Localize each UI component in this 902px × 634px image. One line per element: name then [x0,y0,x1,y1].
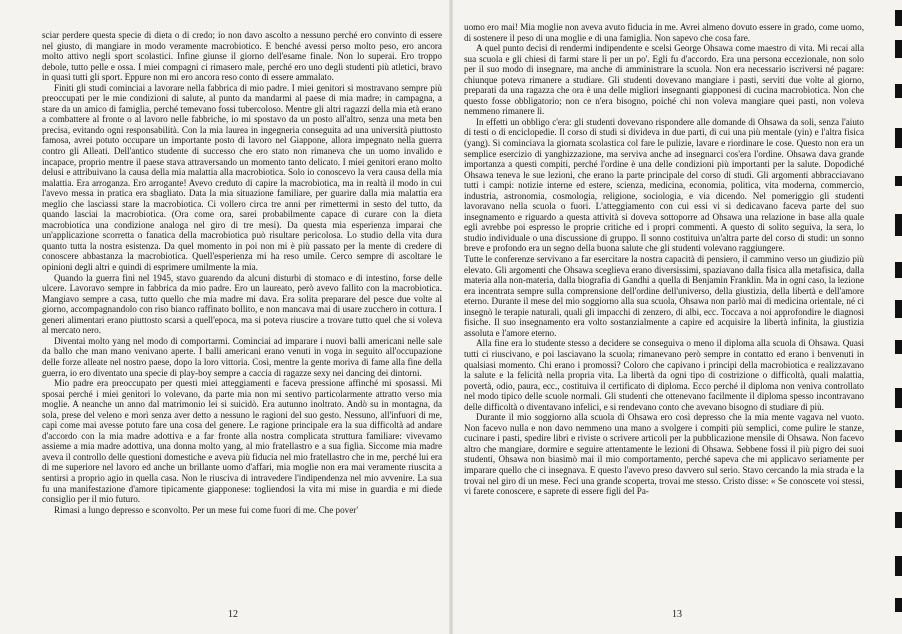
left-page [0,0,450,634]
left-page-text [42,30,442,515]
edge-mark [895,84,902,98]
right-page [452,0,902,634]
paragraph: In effetti un obbligo c'era: gli studenti dovevano rispondere alle domande di Ohsawa da soli, senza l'aiuto di testi o di enciclopedie. Il corso di studi si divideva in due parti, di cui una più mentale (yin) e l'altra fisica (yang). Si cominciava la giornata scolastica col fare le pulizie, lavare e riordinare le cose. Questo non era un semplice esercizio di yanghizzazione, ma serviva anche ad insegnarci cos'era l'ordine. Ohsawa dava grande importanza a questi compiti, perché l'ordine è una delle condizioni più importanti per la salute. Dopodiché Ohsawa teneva le sue lezioni, che erano la parte principale del corso di studi. Gli argomenti abbracciavano tutti i campi: notizie interne ed estere, scienza, medicina, economia, politica, vita moderna, commercio, industria, astronomia, cosmologia, religione, sociologia, e via dicendo. Nel pomeriggio gli studenti lavoravano nella scuola o fuori. L'atteggiamento con cui essi vi si dedicavano faceva parte del suo insegnamento e riguardo a questa attività si doveva sottoporre ad Ohsawa una relazione in base alla quale egli avrebbe poi espresso le proprie critiche ed i propri commenti. A questo di solito seguiva, la sera, lo studio individuale o una discussione di gruppo. Il sonno costituiva un'altra parte del corso di studi: un sonno breve e profondo era un segno della buona salute che gli studenti volevano raggiungere. [464,116,864,254]
paragraph: Alla fine era lo studente stesso a decidere se conseguiva o meno il diploma alla scuola di Ohsawa. Quasi tutti ci riuscivano, e poi lasciavano la scuola; rimanevano però sempre in contatto ed erano i benvenuti in qualsiasi momento. Chi erano i promossi? Coloro che capivano i principi della macrobiotica e realizzavano la salute e la felicità nella propria vita. La libertà da ogni tipo di costrizione o difficoltà, quali malattia, povertà, odio, paura, ecc., costituiva il certificato di diploma. Ecco perché il diploma non veniva controllato nel modo tipico delle scuole normali. Gli studenti che ottenevano facilmente il diploma spesso incontravano delle difficoltà o diventavano infelici, e si rendevano conto che avevano bisogno di studiare di più. [464,338,864,412]
paragraph: Finiti gli studi cominciai a lavorare nella fabbrica di mio padre. I miei genitori si mostravano sempre più preoccupati per le mie condizioni di salute, al punto da mandarmi al paese di mia madre; in campagna, a stare da un amico di famiglia, perché temevano fossi tubercoloso. Mentre gli altri ragazzi della mia età erano a combattere al fronte o al lavoro nelle fabbriche, io mi spostavo da un posto all'altro, senza una meta ben precisa, evitando ogni responsabilità. Con la mia laurea in ingegneria conseguita ad una università piuttosto famosa, avrei potuto occupare un importante posto di lavoro nel Giappone, allora impegnato nella guerra contro gli Alleati. Dell'antico studente di successo che ero stato non rimaneva che un uomo invalido e incapace, proprio mentre il paese stava attraversando un momento tanto delicato. I miei genitori erano molto delusi e attribuivano la causa della mia malattia alla macrobiotica. Solo io conoscevo la vera causa della mia malattia. Era arroganza. Ero arrogante! Avevo creduto di capire la macrobiotica, ma in realtà il modo in cui l'avevo messa in pratica era sbagliato. Data la mia situazione familiare, per guarire dalla mia malattia era meglio che lasciassi stare la macrobiotica. Ci vollero circa tre anni per rimettermi in sesto del tutto, da quando lasciai la macrobiotica. (Ora come ora, sarei probabilmente capace di curare con la dieta macrobiotica una condizione analoga nel giro di tre mesi). Da questa mia esperienza imparai che un'applicazione scorretta o fanatica della macrobiotica può risultare pericolosa. Lo studio della vita dura quanto tutta la nostra esistenza. Da quel momento in poi non mi è più passato per la mente di credere di conoscere abbastanza la macrobiotica. Quell'esperienza mi ha reso umile. Cerco sempre di ascoltare le opinioni degli altri e quindi di esprimere umilmente la mia. [42,82,442,273]
paragraph: Durante il mio soggiorno alla scuola di Ohsawa ero così depresso che la mia mente vagava nel vuoto. Non facevo nulla e non davo nemmeno una mano a svolgere i compiti più semplici, come pulire le stanze, cucinare i pasti, spedire libri e riviste o scrivere articoli per la pubblicazione mensile di Ohsawa. Non facevo altro che mangiare, dormire e seguire attentamente le lezioni di Ohsawa. Sebbene fossi il più pigro dei suoi studenti, Ohsawa non biasimò mai il mio comportamento, perché sapeva che mi applicavo seriamente per imparare quello che ci insegnava. E questo l'avevo preso davvero sul serio. Stavo cercando la mia strada e la trovai nel giro di un mese. Feci una grande scoperta, trovai me stesso. Cristo disse: « Se conoscete voi stessi, vi farete conoscere, e saprete di essere figli del Pa- [464,412,864,497]
edge-mark [895,262,902,278]
right-page-text [464,22,864,497]
edge-mark [895,40,902,58]
edge-mark [895,556,902,576]
edge-mark [895,128,902,148]
edge-mark [895,430,902,442]
edge-mark [895,470,902,488]
edge-mark [895,598,902,612]
paragraph: Rimasi a lungo depresso e sconvolto. Per un mese fui come fuori di me. Che pover' [54,504,358,515]
edge-mark [895,300,902,318]
edge-mark [895,176,902,186]
paragraph: Mio padre era preoccupato per questi miei atteggiamenti e faceva pressione affinché mi sposassi. Mi sposai perché i miei genitori lo volevano, da parte mia non mi sentivo particolarmente attratto verso mia moglie. A neanche un anno dal matrimonio lei si suicidò. Era autunno inoltrato. Andò su in montagna, da sola, prese del veleno e morì senza aver detto a nessuno le ragioni del suo gesto. Nessuno, all'infuori di me, capì come mai avesse potuto fare una cosa del genere. Le ragione principale era la sua difficoltà ad andare d'accordo con la mia madre adottiva e a far fronte alla nostra complicata struttura familiare: vivevamo assieme a mia madre adottiva, una donna molto yang, al mio fratellastro e a sua figlia. Siccome mia madre aveva il controllo delle questioni domestiche e aveva più fiducia nel mio fratellastro che in me, perché lui era di me superiore nel lavoro ed anche un brillante uomo d'affari, mia moglie non era mai veramente riuscita a sentirsi a proprio agio in quella casa. Non le riusciva di intravedere l'indipendenza nel mio avvenire. La sua fu una manifestazione d'amore tipicamente giapponese: togliendosi la vita mi mise in guardia e mi diede consiglio per il mio futuro. [42,378,442,505]
paragraph: sciar perdere questa specie di dieta o di credo; io non davo ascolto a nessuno perché ero convinto di essere nel giusto, di mangiare in modo veramente macrobiotico. E benché avessi perso molto peso, ero ancora molto attivo negli sport scolastici. Infine giunse il giorno dell'esame finale. Non lo superai. Ero troppo debole, tutto pelle e ossa. I miei compagni ci rimasero male, perché ero uno degli studenti più atletici, bravo in quasi tutti gli sport. Eppure non mi ero ancora reso conto di essere ammalato. [42,30,442,83]
edge-mark [895,388,902,408]
scan-edge-marks [895,0,902,634]
paragraph: Quando la guerra finì nel 1945, stavo guarendo da alcuni disturbi di stomaco e di intestino, forse delle ulcere. Lavoravo sempre in fabbrica da mio padre. Ero un laureato, però avevo fallito con la macrobiotica. Mangiavo sempre a casa, tutto quello che mia madre mi dava. Era solita preparare del pesce due volte al giorno, accompagnandolo con riso bianco raffinato bollito, e non mancava mai di usare zucchero in cottura. I generi alimentari erano piuttosto scarsi a quell'epoca, ma si poteva riuscire a trovare tutto quel che si voleva al mercato nero. [42,272,442,336]
left-page-number: 12 [228,609,238,620]
paragraph: uomo ero mai! Mia moglie non aveva avuto fiducia in me. Avrei almeno dovuto essere in grado, come uomo, di sostenere il peso di una moglie e di una famiglia. Non sapevo che cosa fare. [464,22,864,43]
edge-mark [895,214,902,236]
paragraph: Diventai molto yang nel modo di comportarmi. Cominciai ad imparare i nuovi balli americani nelle sale da ballo che man mano venivano aperte. I balli americani erano venuti in voga in seguito all'occupazione delle forze alleate nel nostro paese, dopo la loro vittoria. Così, mentre la gente moriva di fame alla fine della guerra, io ero diventato una specie di play-boy sempre a caccia di ragazze sexy nei dancing dei dintorni. [42,335,442,378]
paragraph: Tutte le conferenze servivano a far esercitare la nostra capacità di pensiero, il cammino verso un giudizio più elevato. Gli argomenti che Ohsawa sceglieva erano diversissimi, spaziavano dalla fisica alla metafisica, dalla materia alla non-materia, dalla biografia di Gandhi a quella di Benjamin Franklin. Ma in ogni caso, la lezione era incentrata sempre sulla comprensione dell'ordine dell'universo, della giustizia, della libertà e dell'amore eterno. Durante il mese del mio soggiorno alla sua scuola, Ohsawa non parlò mai di medicina orientale, né ci insegnò le terapie naturali, quali gli impacchi di zenzero, di albi, ecc. Toccava a noi approfondire le diagnosi fisiche. Il suo insegnamento era volto sostanzialmente a capire ed acquisire la libertà infinita, la giustizia assoluta e l'amore eterno. [464,254,864,338]
paragraph: A quel punto decisi di rendermi indipendente e scelsi George Ohsawa come maestro di vita. Mi recai alla sua scuola e gli chiesi di farmi stare lì per un po'. Egli fu d'accordo. Era una persona eccezionale, non solo per il suo modo di insegnare, ma anche di amministrare la scuola. Non era necessario iscriversi né pagare: chiunque poteva rimanere a studiare. Gli studenti dovevano mangiare i pasti, serviti due volte al giorno, preparati da una ragazza che ora è una delle migliori insegnanti giapponesi di cucina macrobiotica. Non che questo fosse obbligatorio; non ce n'era bisogno, poiché chi non voleva mangiare quei pasti, non voleva nemmeno rimanere lì. [464,43,864,117]
edge-mark [895,10,902,26]
edge-mark [895,512,902,528]
right-page-number: 13 [672,609,682,620]
edge-mark [895,340,902,354]
